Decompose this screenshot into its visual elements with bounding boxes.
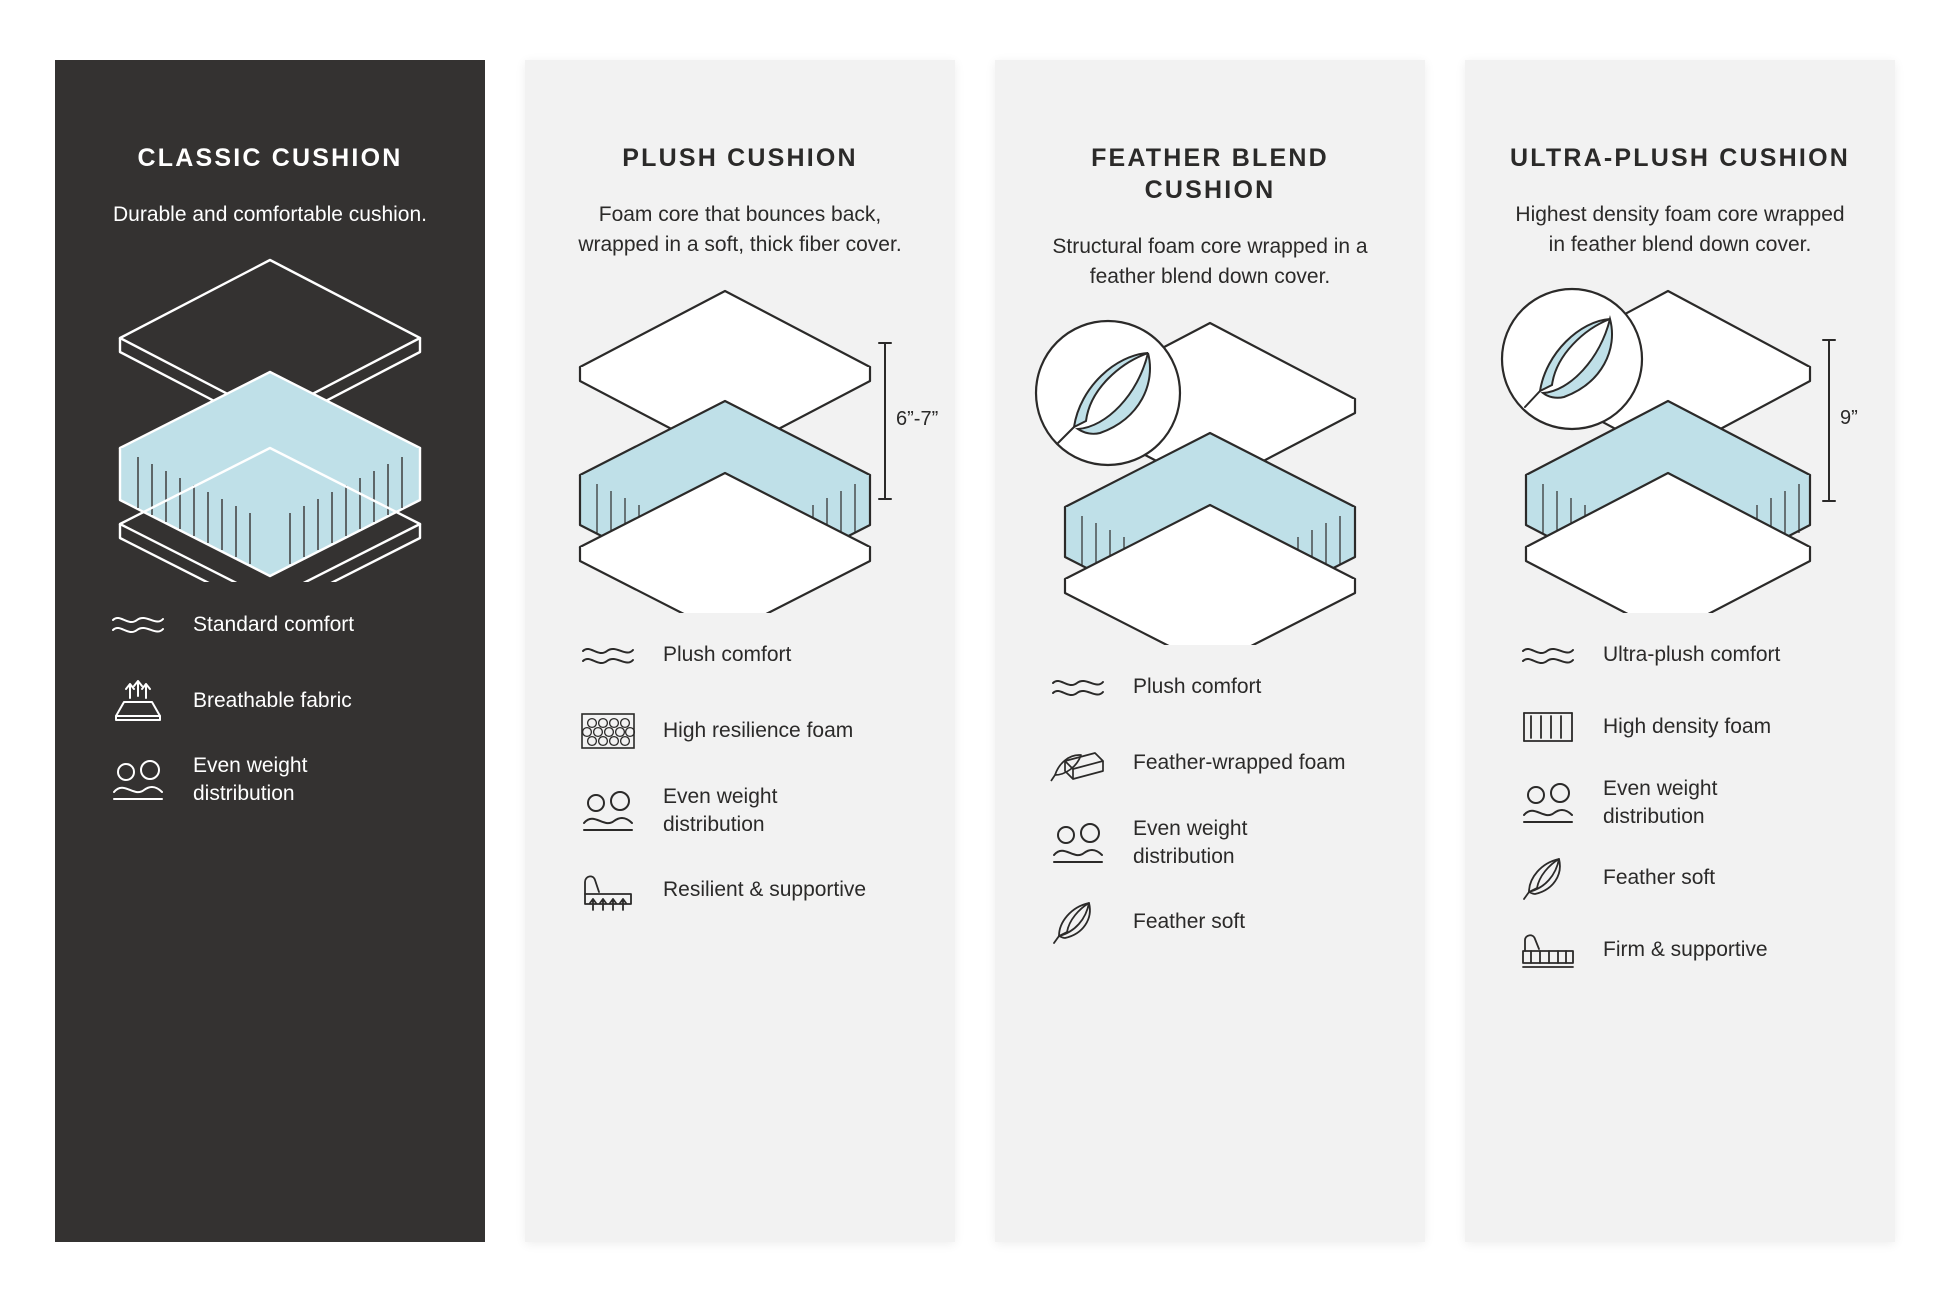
feature-item [1517, 775, 1855, 830]
feature-item [1517, 854, 1855, 902]
card-title: CLASSIC CUSHION [137, 144, 403, 172]
card-description: Structural foam core wrapped in a feather blend down cover. [1052, 235, 1368, 289]
feature-label: High density foam [1603, 715, 1772, 739]
feather-badge-icon [1502, 289, 1642, 429]
card-description: Durable and comfortable cushion. [112, 203, 427, 226]
cushion-exploded-illustration [1030, 315, 1390, 645]
feature-label: Firm & supportive [1603, 938, 1768, 962]
feature-item [1047, 815, 1385, 870]
feature-label: Standard comfort [193, 612, 355, 636]
feature-item [1047, 898, 1385, 946]
cushion-exploded-illustration [1500, 283, 1860, 613]
card-description: Foam core that bounces back, wrapped in a soft, thick fiber cover. [578, 203, 902, 257]
cushion-exploded-illustration [560, 283, 939, 613]
resilient-support-icon [577, 866, 639, 914]
dimension-indicator [1822, 338, 1836, 503]
card-plush-cushion [525, 60, 955, 1242]
feature-item [1517, 631, 1855, 679]
feature-label: Feather soft [1133, 910, 1246, 934]
even-weight-distribution-icon [107, 756, 169, 804]
wave-comfort-icon [107, 600, 169, 648]
wave-comfort-icon [577, 631, 639, 679]
feature-list [1505, 631, 1855, 974]
dimension-label: 6”-7” [896, 407, 939, 430]
feature-list [95, 600, 445, 807]
feature-item [107, 752, 445, 807]
card-title: FEATHER BLEND CUSHION [1091, 144, 1329, 204]
dimension-indicator [878, 341, 892, 501]
feature-item [1047, 739, 1385, 787]
feature-label: Even weight distribution [193, 754, 308, 806]
card-feather-blend-cushion [995, 60, 1425, 1242]
even-weight-distribution-icon [1047, 819, 1109, 867]
feature-label: Resilient & supportive [663, 878, 867, 902]
feature-label: High resilience foam [663, 719, 854, 743]
even-weight-distribution-icon [577, 787, 639, 835]
feature-item [577, 866, 915, 914]
card-title: ULTRA-PLUSH CUSHION [1510, 144, 1850, 172]
feature-label: Feather soft [1603, 866, 1716, 890]
card-ultra-plush-cushion [1465, 60, 1895, 1242]
feather-badge-icon [1036, 321, 1180, 465]
feature-label: Ultra-plush comfort [1603, 643, 1781, 667]
feature-list [565, 631, 915, 914]
feature-item [1517, 926, 1855, 974]
feature-label: Breathable fabric [193, 688, 352, 712]
feature-item [577, 631, 915, 679]
even-weight-distribution-icon [1517, 779, 1579, 827]
feature-label: Feather-wrapped foam [1133, 751, 1346, 775]
card-title: PLUSH CUSHION [622, 144, 858, 172]
wave-comfort-icon [1047, 663, 1109, 711]
feather-icon [1047, 898, 1109, 946]
dimension-label: 9” [1840, 406, 1858, 429]
feather-icon [1517, 854, 1579, 902]
feather-wrapped-foam-icon [1047, 739, 1109, 787]
card-description: Highest density foam core wrapped in feather blend down cover. [1515, 203, 1845, 257]
wave-comfort-icon [1517, 631, 1579, 679]
card-classic-cushion [55, 60, 485, 1242]
feature-label: Even weight distribution [1603, 776, 1718, 828]
cushion-exploded-illustration [90, 252, 450, 582]
feature-label: Even weight distribution [663, 784, 778, 836]
feature-label: Even weight distribution [1133, 816, 1248, 868]
breathable-fabric-icon [107, 676, 169, 724]
feature-item [577, 783, 915, 838]
feature-item [1517, 703, 1855, 751]
firm-support-icon [1517, 926, 1579, 974]
feature-item [107, 600, 445, 648]
feature-item [107, 676, 445, 724]
honeycomb-foam-icon [577, 707, 639, 755]
feature-list [1035, 663, 1385, 946]
feature-item [577, 707, 915, 755]
high-density-foam-icon [1517, 703, 1579, 751]
feature-label: Plush comfort [663, 643, 792, 667]
feature-label: Plush comfort [1133, 675, 1262, 699]
feature-item [1047, 663, 1385, 711]
